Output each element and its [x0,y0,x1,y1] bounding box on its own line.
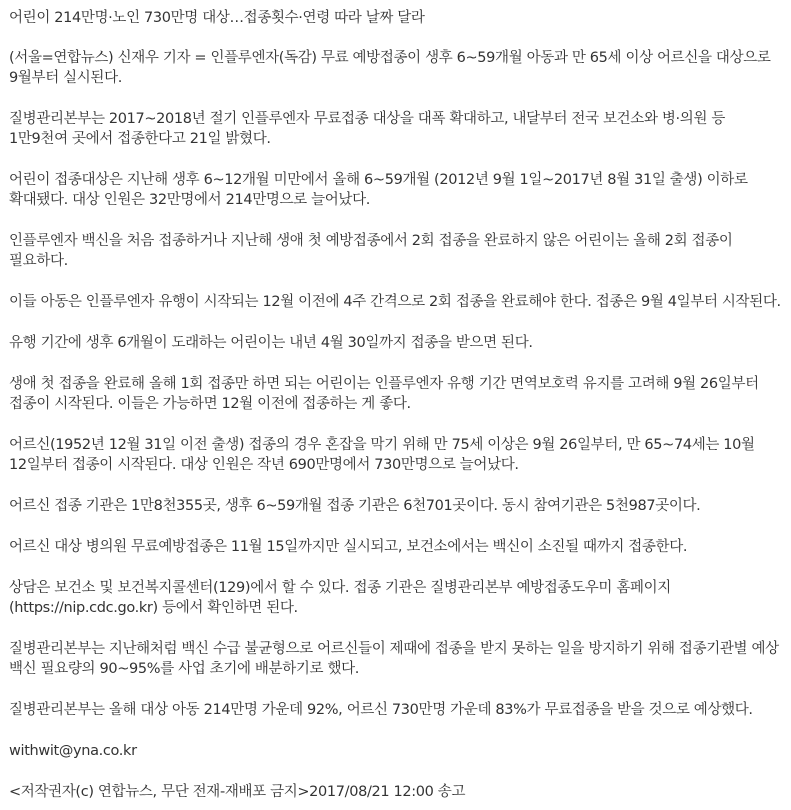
paragraph-1: (서울=연합뉴스) 신재우 기자 = 인플루엔자(독감) 무료 예방접종이 생후 6~59개월 아동과 만 65세 이상 어르신을 대상으로 9월부터 실시된다. [9,50,771,86]
paragraph-10: 어르신 대상 병의원 무료예방접종은 11월 15일까지만 실시되고, 보건소에서는 백신이 소진될 때까지 접종한다. [9,539,688,555]
paragraph-12: 질병관리본부는 지난해처럼 백신 수급 불균형으로 어르신들이 제때에 접종을 받지 못하는 일을 방지하기 위해 접종기관별 예상 백신 필요량의 90~95%를 사업 초기에 배분하기로 했다. [9,641,779,677]
paragraph-9: 어르신 접종 기관은 1만8천355곳, 생후 6~59개월 접종 기관은 6천701곳이다. 동시 참여기관은 5천987곳이다. [9,498,701,514]
paragraph-7: 생애 첫 접종을 완료해 올해 1회 접종만 하면 되는 어린이는 인플루엔자 유행 기간 면역보호력 유지를 고려해 9월 26일부터 접종이 시작된다. 이들은 가능하면 12월 이전에 접종하는 게 좋다. [9,376,759,412]
paragraph-4: 인플루엔자 백신을 처음 접종하거나 지난해 생애 첫 예방접종에서 2회 접종을 완료하지 않은 어린이는 올해 2회 접종이 필요하다. [9,233,733,269]
copyright-notice: <저작권자(c) 연합뉴스, 무단 전재-재배포 금지>2017/08/21 12:00 송고 [9,784,466,800]
paragraph-5: 이들 아동은 인플루엔자 유행이 시작되는 12월 이전에 4주 간격으로 2회 접종을 완료해야 한다. 접종은 9월 4일부터 시작된다. [9,294,781,310]
paragraph-6: 유행 기간에 생후 6개월이 도래하는 어린이는 내년 4월 30일까지 접종을 받으면 된다. [9,335,533,351]
paragraph-2: 질병관리본부는 2017~2018년 절기 인플루엔자 무료접종 대상을 대폭 확대하고, 내달부터 전국 보건소와 병·의원 등 1만9천여 곳에서 접종한다고 21일 밝혔다. [9,111,726,147]
headline: 어린이 214만명·노인 730만명 대상…접종횟수·연령 따라 날짜 달라 [9,10,425,26]
reporter-email: withwit@yna.co.kr [9,743,137,759]
paragraph-11: 상담은 보건소 및 보건복지콜센터(129)에서 할 수 있다. 접종 기관은 질병관리본부 예방접종도우미 홈페이지(https://nip.cdc.go.kr) 등에서 확인하면 된다. [9,580,671,616]
paragraph-13: 질병관리본부는 올해 대상 아동 214만명 가운데 92%, 어르신 730만명 가운데 83%가 무료접종을 받을 것으로 예상했다. [9,702,753,718]
paragraph-8: 어르신(1952년 12월 31일 이전 출생) 접종의 경우 혼잡을 막기 위해 만 75세 이상은 9월 26일부터, 만 65~74세는 10월 12일부터 접종이 시작된다. 대상 인원은 작년 690만명에서 730만명으로 늘어났다. [9,437,755,473]
paragraph-3: 어린이 접종대상은 지난해 생후 6~12개월 미만에서 올해 6~59개월 (2012년 9월 1일~2017년 8월 31일 출생) 이하로 확대됐다. 대상 인원은 32만명에서 214만명으로 늘어났다. [9,172,748,208]
